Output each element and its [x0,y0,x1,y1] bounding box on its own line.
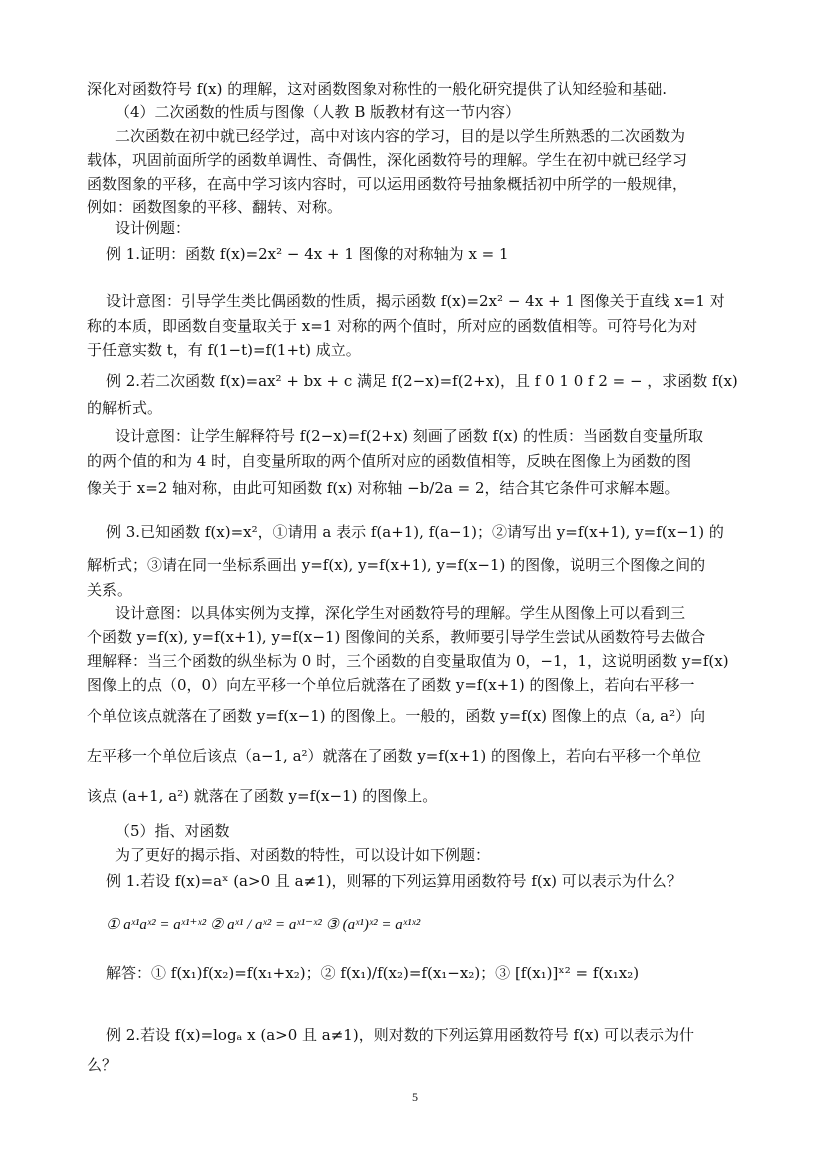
paragraph-line: 例如：函数图象的平移、翻转、对称。 [87,198,343,216]
paragraph-line: 理解释：当三个函数的纵坐标为 0 时，三个函数的自变量取值为 0，−1，1，这说明函数 y=f(x) [87,652,729,670]
answer-line: 解答：① f(x₁)f(x₂)=f(x₁+x₂)；② f(x₁)/f(x₂)=f(x₁−x₂)；③ [f(x₁)]ˣ² = f(x₁x₂) [106,964,640,982]
example-line: 例 2.若设 f(x)=logₐ x (a>0 且 a≠1)，则对数的下列运算用函数符号 f(x) 可以表示为什 [106,1026,694,1044]
example-line: 例 1.若设 f(x)=aˣ (a>0 且 a≠1)，则幂的下列运算用函数符号 f(x) 可以表示为什么？ [106,872,682,890]
paragraph-line: 于任意实数 t，有 f(1−t)=f(1+t) 成立。 [87,341,361,359]
paragraph-line: 的解析式。 [87,399,163,417]
subheading: 设计例题： [115,219,191,237]
page-number: 5 [412,1090,418,1104]
paragraph-line: 解析式；③请在同一坐标系画出 y=f(x), y=f(x+1), y=f(x−1) 的图像，说明三个图像之间的 [87,556,706,574]
paragraph-line: 设计意图：引导学生类比偶函数的性质，揭示函数 f(x)=2x² − 4x + 1 图像关于直线 x=1 对 [106,292,725,310]
paragraph-line: 为了更好的揭示指、对函数的特性，可以设计如下例题： [115,846,491,864]
paragraph-line: 函数图象的平移，在高中学习该内容时，可以运用函数符号抽象概括初中所学的一般规律， [87,175,688,193]
paragraph-line: 关系。 [87,581,133,599]
paragraph-line: 左平移一个单位后该点（a−1, a²）就落在了函数 y=f(x+1) 的图像上，若向右平移一个单位 [87,747,701,765]
section-heading: （5）指、对函数 [115,822,230,840]
paragraph-line: 深化对函数符号 f(x) 的理解，这对函数图象对称性的一般化研究提供了认知经验和基础. [87,80,668,98]
paragraph-line: 载体，巩固前面所学的函数单调性、奇偶性，深化函数符号的理解。学生在初中就已经学习 [87,151,688,169]
example-line: 例 1.证明：函数 f(x)=2x² − 4x + 1 图像的对称轴为 x = 1 [106,245,509,263]
paragraph-line: 设计意图：让学生解释符号 f(2−x)=f(2+x) 刻画了函数 f(x) 的性质：当函数自变量所取 [115,427,704,445]
paragraph-line: 设计意图：以具体实例为支撑，深化学生对函数符号的理解。学生从图像上可以看到三 [115,604,686,622]
paragraph-line: 么？ [87,1056,118,1074]
paragraph-line: 图像上的点（0，0）向左平移一个单位后就落在了函数 y=f(x+1) 的图像上，若向右平移一 [87,676,695,694]
paragraph-line: 二次函数在初中就已经学过，高中对该内容的学习，目的是以学生所熟悉的二次函数为 [115,127,686,145]
paragraph-line: 该点 (a+1, a²) 就落在了函数 y=f(x−1) 的图像上。 [87,787,438,805]
paragraph-line: 称的本质，即函数自变量取关于 x=1 对称的两个值时，所对应的函数值相等。可符号化为对 [87,317,698,335]
example-line: 例 2.若二次函数 f(x)=ax² + bx + c 满足 f(2−x)=f(2+x)，且 f 0 1 0 f 2 = − ，求函数 f(x) [106,372,738,390]
paragraph-line: 像关于 x=2 轴对称，由此可知函数 f(x) 对称轴 −b/2a = 2，结合其它条件可求解本题。 [87,479,680,497]
section-heading: （4）二次函数的性质与图像（人教 B 版教材有这一节内容） [115,103,521,121]
paragraph-line: 的两个值的和为 4 时，自变量所取的两个值所对应的函数值相等，反映在图像上为函数的图 [87,452,692,470]
paragraph-line: 个函数 y=f(x), y=f(x+1), y=f(x−1) 图像间的关系，教师要引导学生尝试从函数符号去做合 [87,628,706,646]
example-line: 例 3.已知函数 f(x)=x²，①请用 a 表示 f(a+1), f(a−1)；②请写出 y=f(x+1), y=f(x−1) 的 [106,523,724,541]
formula-line: ① aˣ¹aˣ² = aˣ¹⁺ˣ² ② aˣ¹ / aˣ² = aˣ¹⁻ˣ² ③ (aˣ¹)ˣ² = aˣ¹ˣ² [106,917,421,933]
paragraph-line: 个单位该点就落在了函数 y=f(x−1) 的图像上。一般的，函数 y=f(x) 图像上的点（a, a²）向 [87,707,706,725]
